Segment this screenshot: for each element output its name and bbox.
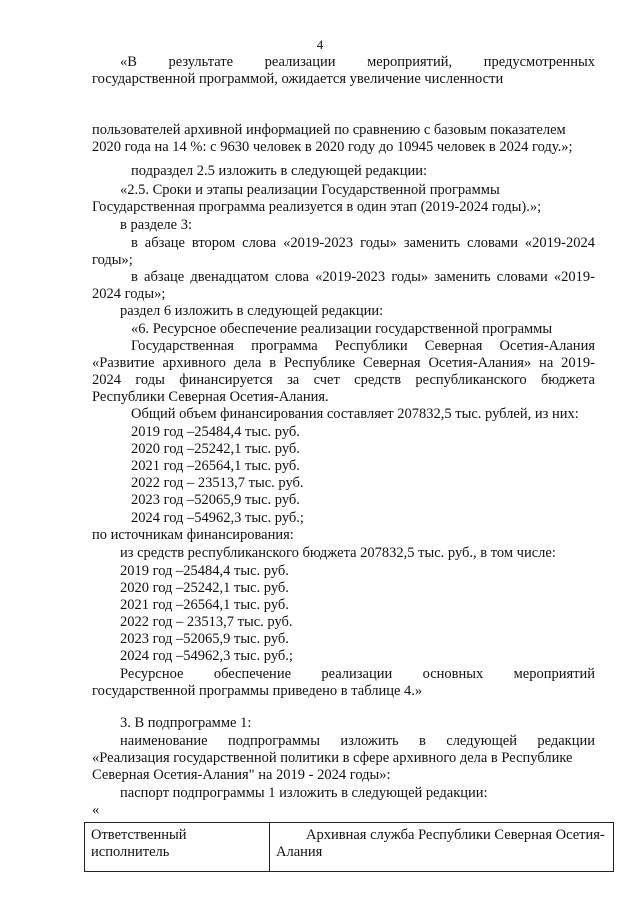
text-line: наименование подпрограммы изложить в следующей редакции <box>120 733 595 749</box>
text-line: 2024 год –54962,3 тыс. руб.; <box>120 648 293 664</box>
cell-line: Ответственный <box>91 827 187 843</box>
text-line: «Развитие архивного дела в Республике Северная Осетия-Алания» на 2019- <box>92 355 595 371</box>
text-line: «В результате реализации мероприятий, предусмотренных <box>120 54 595 70</box>
text-line: паспорт подпрограммы 1 изложить в следующей редакции: <box>120 785 488 801</box>
text-line: 3. В подпрограмме 1: <box>120 715 252 731</box>
text-line: по источникам финансирования: <box>92 527 294 543</box>
text-line: 2022 год – 23513,7 тыс. руб. <box>120 614 293 630</box>
text-line: 2023 год –52065,9 тыс. руб. <box>120 631 289 647</box>
text-line: «Реализация государственной политики в сфере архивного дела в Республике <box>92 750 573 766</box>
text-line: 2024 год –54962,3 тыс. руб.; <box>131 510 304 526</box>
text-line: Общий объем финансирования составляет 207832,5 тыс. рублей, из них: <box>131 406 579 422</box>
text-line: 2021 год –26564,1 тыс. руб. <box>131 458 300 474</box>
table-cell-value <box>270 823 614 872</box>
text-line: 2023 год –52065,9 тыс. руб. <box>131 492 300 508</box>
text-line: из средств республиканского бюджета 207832,5 тыс. руб., в том числе: <box>120 545 556 561</box>
text-line: Ресурсное обеспечение реализации основных мероприятий <box>120 666 595 682</box>
text-line: 2019 год –25484,4 тыс. руб. <box>120 563 289 579</box>
text-line: Государственная программа Республики Северная Осетия-Алания <box>131 338 595 354</box>
text-line: 2024 годы финансируется за счет средств республиканского бюджета <box>92 372 595 388</box>
table-row <box>85 823 614 872</box>
text-line: 2021 год –26564,1 тыс. руб. <box>120 597 289 613</box>
text-line: « <box>92 802 100 818</box>
text-line: в разделе 3: <box>120 217 193 233</box>
page-number: 4 <box>316 37 324 52</box>
text-line: Северная Осетия-Алания" на 2019 - 2024 годы»: <box>92 767 391 783</box>
cell-line: Алания <box>276 844 323 860</box>
text-line: Республики Северная Осетия-Алания. <box>92 389 329 405</box>
text-line: подраздел 2.5 изложить в следующей редакции: <box>131 163 428 179</box>
text-line: «2.5. Сроки и этапы реализации Государственной программы <box>120 182 500 198</box>
cell-line: Архивная служба Республики Северная Осетия- <box>306 827 605 843</box>
text-line: в абзаце двенадцатом слова «2019-2023 годы» заменить словами «2019- <box>131 269 595 285</box>
text-line: годы»; <box>92 252 133 268</box>
text-line: пользователей архивной информацией по сравнению с базовым показателем <box>92 122 566 138</box>
text-line: 2019 год –25484,4 тыс. руб. <box>131 424 300 440</box>
cell-line: исполнитель <box>91 844 170 860</box>
text-line: государственной программы приведено в таблице 4.» <box>92 683 423 699</box>
text-line: Государственная программа реализуется в один этап (2019-2024 годы).»; <box>92 199 542 215</box>
text-line: 2020 год –25242,1 тыс. руб. <box>120 580 289 596</box>
text-line: 2020 года на 14 %: с 9630 человек в 2020 году до 10945 человек в 2024 году.»; <box>92 139 573 155</box>
table-cell-label <box>85 823 270 872</box>
text-line: «6. Ресурсное обеспечение реализации государственной программы <box>131 321 553 337</box>
text-line: 2022 год – 23513,7 тыс. руб. <box>131 475 304 491</box>
text-line: раздел 6 изложить в следующей редакции: <box>120 303 384 319</box>
text-line: 2020 год –25242,1 тыс. руб. <box>131 441 300 457</box>
passport-table <box>84 822 614 872</box>
text-line: государственной программой, ожидается увеличение численности <box>92 71 504 87</box>
text-line: 2024 годы»; <box>92 286 166 302</box>
text-line: в абзаце втором слова «2019-2023 годы» заменить словами «2019-2024 <box>131 235 595 251</box>
